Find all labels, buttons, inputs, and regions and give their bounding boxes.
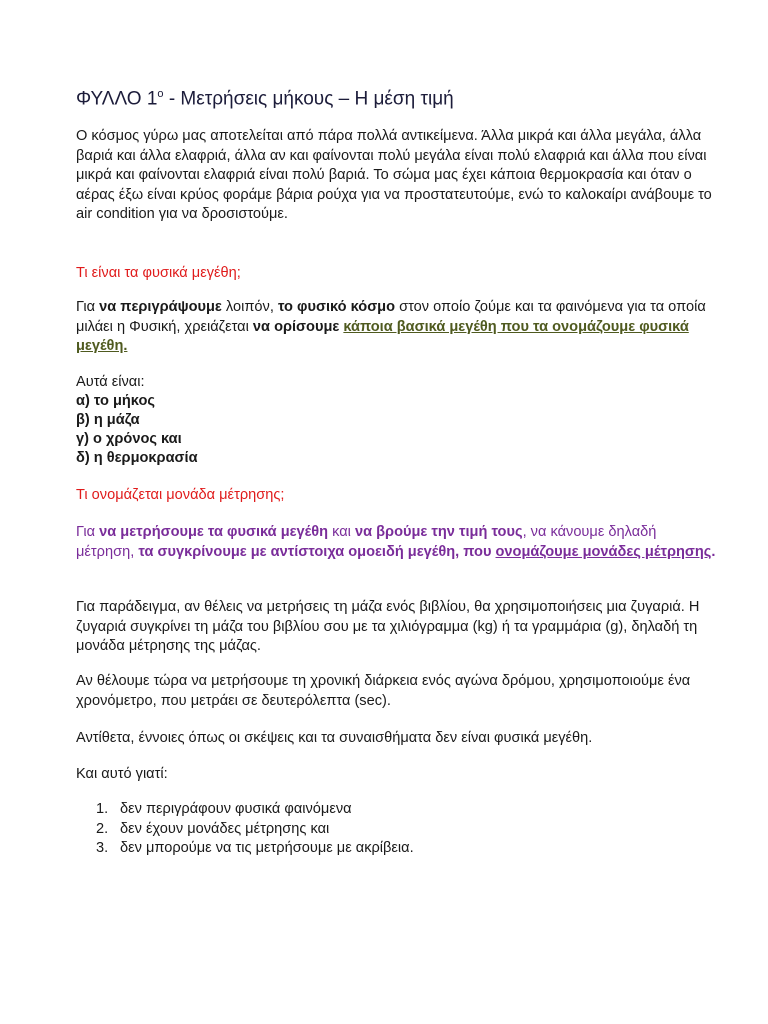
- quantity-item-time: γ) ο χρόνος και: [76, 431, 182, 447]
- example-mass-paragraph: Για παράδειγμα, αν θέλεις να μετρήσεις τη μάζα ενός βιβλίου, θα χρησιμοποιήσεις μια ζυγαριά. Η ζυγαριά συγκρίνει τη μάζα του βιβλίου σου με τα χιλιόγραμμα (kg) ή τα γραμμάρια (g), δηλαδή τη μονάδα μέτρησης της μάζας.: [76, 599, 700, 654]
- list-item: 2. δεν έχουν μονάδες μέτρησης και: [96, 820, 330, 837]
- quantity-item-mass: β) η μάζα: [76, 412, 140, 428]
- title-superscript: ο: [157, 88, 164, 100]
- reasons-intro: Και αυτό γιατί:: [76, 766, 168, 782]
- units-paragraph: Για να μετρήσουμε τα φυσικά μεγέθη και να βρούμε την τιμή τους, να κάνουμε δηλαδή μέτρηση, τα συγκρίνουμε με αντίστοιχα ομοειδή μεγέθη, που ονομάζουμε μονάδες μέτρησης.: [76, 524, 716, 560]
- quantity-item-length: α) το μήκος: [76, 393, 155, 409]
- list-intro: Αυτά είναι:: [76, 374, 145, 390]
- reasons-list: [96, 800, 414, 859]
- intro-paragraph: Ο κόσμος γύρω μας αποτελείται από πάρα πολλά αντικείμενα. Άλλα μικρά και άλλα μεγάλα, άλλα βαριά και άλλα ελαφριά, άλλα αν και φαίνονται πολύ μεγάλα είναι πολύ ελαφριά και άλλα που είναι μικρά και φαίνονται ελαφριά είναι πολύ βαριά. Το σώμα μας έχει κάποια θερμοκρασία και όταν ο αέρας έξω είναι κρύος φοράμε βάρια ρούχα για να προστατευτούμε, ενώ το καλοκαίρι ανάβουμε το air condition για να δροσιστούμε.: [76, 128, 712, 222]
- list-item: 3. δεν μπορούμε να τις μετρήσουμε με ακρίβεια.: [96, 840, 414, 856]
- example-time-paragraph: Αν θέλουμε τώρα να μετρήσουμε τη χρονική διάρκεια ενός αγώνα δρόμου, χρησιμοποιούμε ένα χρονόμετρο, που μετράει σε δευτερόλεπτα (sec).: [76, 673, 691, 709]
- contrast-paragraph: Αντίθετα, έννοιες όπως οι σκέψεις και τα συναισθήματα δεν είναι φυσικά μεγέθη.: [76, 730, 593, 746]
- title-rest: - Μετρήσεις μήκους – Η μέση τιμή: [163, 88, 454, 110]
- section-heading-units: Τι ονομάζεται μονάδα μέτρησης;: [76, 487, 285, 503]
- title-main: ΦΥΛΛΟ 1: [76, 88, 158, 110]
- quantity-item-temperature: δ) η θερμοκρασία: [76, 450, 198, 466]
- section-heading-physical-quantities: Τι είναι τα φυσικά μεγέθη;: [76, 265, 241, 281]
- list-item: 1. δεν περιγράφουν φυσικά φαινόμενα: [96, 801, 352, 817]
- page-title: [76, 88, 454, 110]
- definition-paragraph: Για να περιγράψουμε λοιπόν, το φυσικό κόσμο στον οποίο ζούμε και τα φαινόμενα για τα οποία μιλάει η Φυσική, χρειάζεται να ορίσουμε κάποια βασικά μεγέθη που τα ονομάζουμε φυσικά μεγέθη.: [76, 299, 706, 354]
